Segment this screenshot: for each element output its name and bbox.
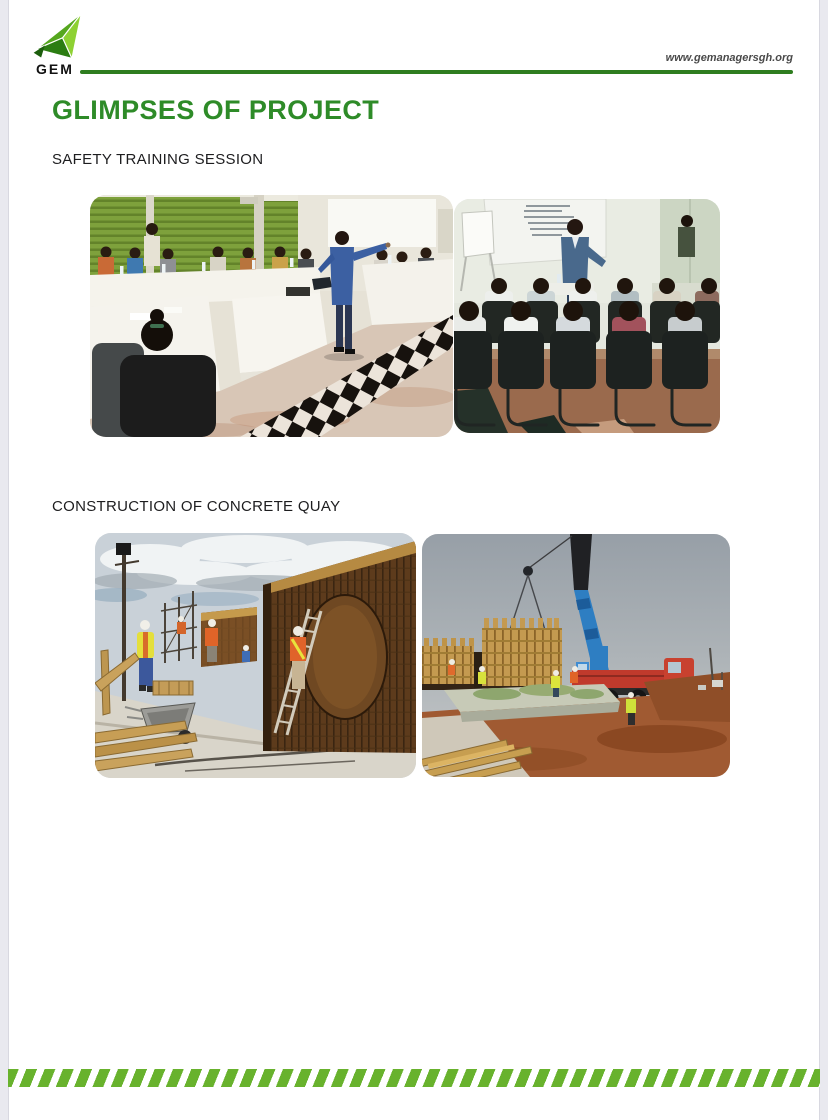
page-title: GLIMPSES OF PROJECT [52, 95, 380, 125]
page-edge-left [0, 0, 9, 1120]
footer-stripe-band [8, 1069, 820, 1087]
header-rule [80, 70, 793, 74]
photo-quay-crane-lift [422, 534, 730, 777]
gem-logo-icon [29, 9, 85, 63]
section-label-concrete-quay: CONSTRUCTION OF CONCRETE QUAY [52, 498, 341, 515]
logo-text: GEM [36, 61, 74, 77]
photo-training-audience [454, 199, 720, 433]
photo-quay-formwork [95, 533, 416, 778]
page-edge-right [819, 0, 828, 1120]
site-pole [122, 549, 126, 701]
section-label-safety-training: SAFETY TRAINING SESSION [52, 151, 264, 168]
photo-training-room-wide [90, 195, 453, 437]
website-url[interactable]: www.gemanagersgh.org [665, 52, 793, 64]
